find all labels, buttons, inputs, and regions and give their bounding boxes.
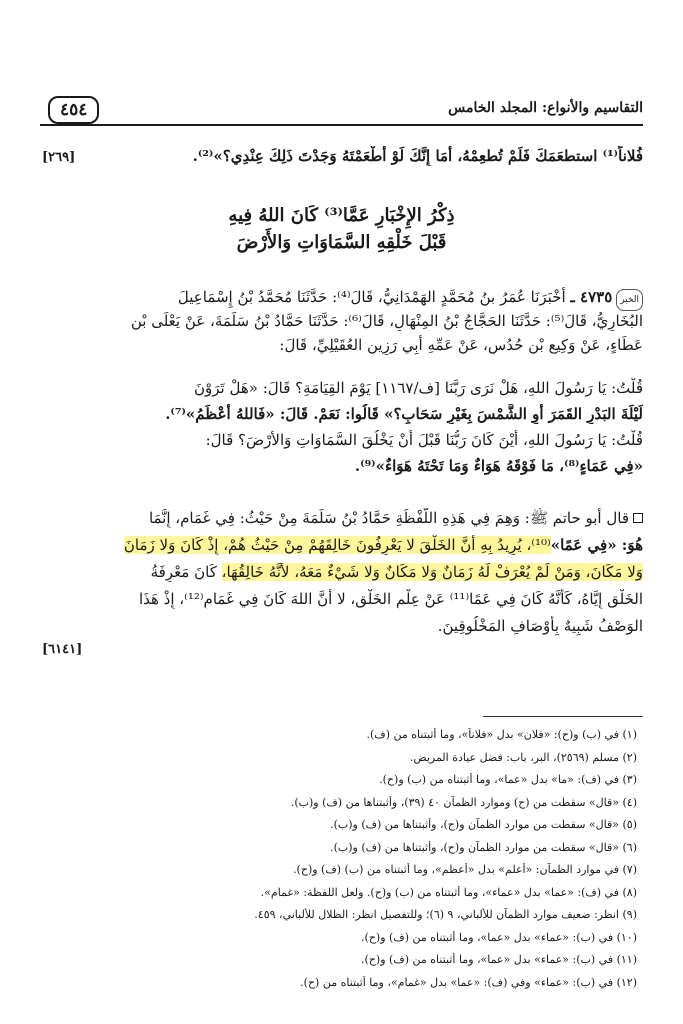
hadith-matn-line3: قُلْتُ: يَا رَسُولَ اللهِ، أَيْنَ كَانَ رَبُّنَا قَبْلَ أَنْ يَخْلُقَ السَّمَاوَاتِ وَالأَرْضَ؟ قَالَ: <box>205 431 643 449</box>
footnote-rule <box>483 716 643 717</box>
footnote: (٩) انظر: ضعيف موارد الظمآن للألباني، ٩ (٦)؛ وللتفصيل انظر: الظلال للألباني، ٤٥٩. <box>254 908 637 921</box>
footnote: (١٢) في (ب): «عماء» وفي (ف): «عما» بدل «غمام»، وما أثبتناه من (ح). <box>300 975 637 989</box>
commentary-line5: الوَصْفُ شَبِيهٌ بِأَوْصَافِ المَخْلُوقِينَ. <box>437 617 643 635</box>
footnote: (١) في (ب) و(ح): «فلان» بدل «فلاناً»، وما أثبتناه من (ف). <box>366 728 637 741</box>
hadith-isnad-line2: البُخَارِيُّ، قَالَ⁽⁵⁾: حَدَّثَنَا الحَجَّاجُ بْنُ المِنْهَالِ، قَالَ⁽⁶⁾: حَدَّثَنَا حَمَّادُ بْنُ سَلَمَةَ، عَنْ يَعْلَى بْنِ <box>130 312 643 330</box>
hadith-matn-line2: لَيْلَةَ البَدْرِ القَمَرَ أَوِ الشَّمْسَ بِغَيْرِ سَحَابٍ؟» قَالُوا: نَعَمْ. قَالَ: «فَاللهُ أَعْظَمُ»⁽⁷⁾. <box>165 405 643 423</box>
commentary-ref: [٦١٤١] <box>42 642 83 657</box>
hadith-number: ٤٧٣٥ ـ <box>570 288 613 306</box>
header-rule <box>40 124 643 126</box>
chapter-heading-line1: ذِكْرُ الإِخْبَارِ عَمَّا⁽³⁾ كَانَ اللهُ فِيهِ <box>228 205 455 226</box>
hadith-matn-line4: «فِي عَمَاءٍ⁽⁸⁾، مَا فَوْقَهُ هَوَاءٌ وَمَا تَحْتَهُ هَوَاءٌ»⁽⁹⁾. <box>354 457 643 475</box>
footnote: (٢) مسلم (٢٥٦٩)، البر، باب: فضل عيادة المريض. <box>409 750 637 764</box>
footnote: (٦) «قال» سقطت من موارد الظمآن و(ح)، وأثبتناها من (ف) و(ب). <box>330 840 637 854</box>
chapter-heading-line2: قَبْلَ خَلْقِهِ السَّمَاوَاتِ وَالأَرْضَ <box>236 232 447 253</box>
commentary-line2 <box>40 535 643 555</box>
commentary-text-3b: كَانَ مَعْرِفَةُ <box>150 563 217 581</box>
commentary-line1 <box>40 508 643 528</box>
footnote: (٤) «قال» سقطت من (ح) وموارد الظمآن ٤٠ (٣٩)، وأثبتناها من (ف) و(ب). <box>290 795 637 809</box>
hadith-matn-line1: قُلْتُ: يَا رَسُولَ اللهِ، هَلْ نَرَى رَبَّنَا [ف/١١٦٧] يَوْمَ القِيَامَةِ؟ قَالَ: «هَلْ تَرَوْنَ <box>194 379 643 397</box>
hadith-isnad-line1 <box>40 287 643 311</box>
highlighted-text-1: ⁽¹⁰⁾، يُرِيدُ بِهِ أَنَّ الخَلْقَ لا يَعْرِفُونَ خَالِقَهُمْ مِنْ حَيْثُ هُمْ، إِذْ كَانَ وَلا زَمَانَ <box>123 536 551 554</box>
commentary-line3 <box>40 562 643 582</box>
isnad-text-1: أَخْبَرَنَا عُمَرُ بنُ مُحَمَّدٍ الهَمْدَانِيُّ، قَالَ⁽⁴⁾: حَدَّثَنَا مُحَمَّدُ بْنُ إِسْمَاعِيلَ <box>177 288 566 306</box>
commentary-text-1: قال أبو حاتم ﷺ: وَهِمَ فِي هَذِهِ اللَّفْظَةِ حَمَّادُ بْنُ سَلَمَةَ مِنْ حَيْثُ: فِي غَمَامٍ، إِنَّمَا <box>148 509 629 527</box>
footnote: (١٠) في (ب): «عماء» بدل «عما»، وما أثبتناه من (ف) و(ح). <box>361 930 637 944</box>
page-number: ٤٥٤ <box>48 96 99 124</box>
running-title: التقاسيم والأنواع: المجلد الخامس <box>448 100 643 116</box>
footnote: (٨) في (ف): «عما» بدل «عماء»، وما أثبتناه من (ب) و(ح). ولعل اللفظة: «غمام». <box>260 885 637 899</box>
continuation-ref: [٢٦٩] <box>42 150 76 165</box>
continuation-line <box>40 146 643 166</box>
section-square-icon <box>633 513 643 523</box>
hadith-badge: الخبر <box>616 289 643 311</box>
commentary-text-2a: هُوَ: «فِي عَمًا» <box>550 536 643 554</box>
page-header <box>40 96 643 124</box>
footnote: (٧) في موارد الظمآن: «أعلم» بدل «أعظم»، وما أثبتناه من (ب) (ف) و(ح). <box>293 863 637 876</box>
hadith-isnad-line3: عَطَاءٍ، عَنْ وَكِيعِ بْنِ حُدُسٍ، عَنْ عَمِّهِ أَبِي رَزِينٍ العُقَيْلِيِّ، قَالَ: <box>279 336 643 354</box>
footnote: (٣) في (ف): «ما» بدل «عما»، وما أثبتناه من (ب) و(ح). <box>379 773 637 786</box>
highlighted-text-2: وَلا مَكَانَ، وَمَنْ لَمْ يُعْرَفْ لَهُ زَمَانٌ وَلا مَكَانٌ وَلا شَيْءٌ مَعَهُ، لأَنَّهُ خَالِقُهَا، <box>221 563 643 581</box>
commentary-line4: الخَلْقِ إِيَّاهُ، كَأَنَّهُ كَانَ فِي عَمًا⁽¹¹⁾ عَنْ عِلْمِ الخَلْقِ، لا أَنَّ اللهَ كَانَ فِي غَمَامٍ⁽¹²⁾، إِذْ هَذَا <box>138 590 643 608</box>
footnote: (٥) «قال» سقطت من موارد الظمآن و(ح)، وأثبتناها من (ف) و(ب). <box>330 818 637 831</box>
continuation-text: فُلاناً⁽¹⁾ استطعَمَكَ فَلَمْ تُطعِمْهُ، أَمَا إِنَّكَ لَوْ أَطْعَمْتَهُ وَجَدْتَ ذَلِكَ عِنْدِي؟»⁽²⁾. <box>192 147 643 165</box>
footnote: (١١) في (ب): «عماء» بدل «عما»، وما أثبتناه من (ف) و(ح). <box>361 953 637 966</box>
